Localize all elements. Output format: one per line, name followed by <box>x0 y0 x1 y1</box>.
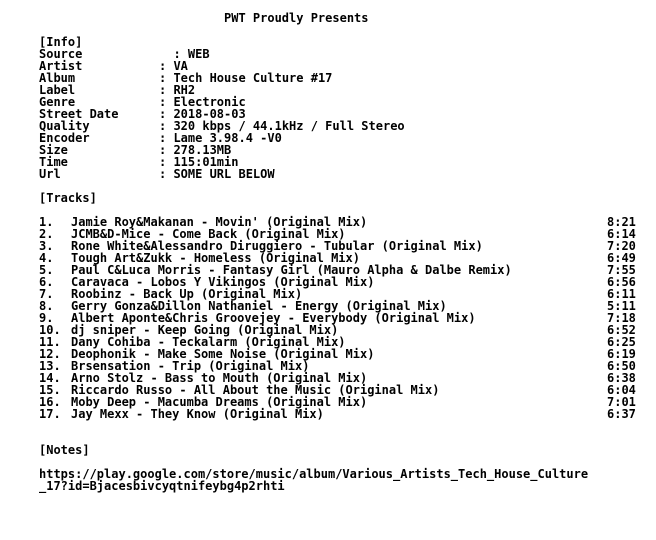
info-separator: : <box>159 119 174 133</box>
info-key: Label <box>39 83 76 97</box>
info-separator: : <box>159 167 174 181</box>
track-duration: 6:11 <box>607 287 636 301</box>
track-title: Jamie Roy&Makanan - Movin' (Original Mix) <box>71 215 368 229</box>
track-title: Arno Stolz - Bass to Mouth (Original Mix) <box>71 371 368 385</box>
track-title: Caravaca - Lobos Y Vikingos (Original Mix) <box>71 275 375 289</box>
track-duration: 7:18 <box>607 311 636 325</box>
info-key: Album <box>39 71 76 85</box>
track-title: dj sniper - Keep Going (Original Mix) <box>71 323 339 337</box>
track-title: Albert Aponte&Chris Groovejey - Everybody (Original Mix) <box>71 311 476 325</box>
track-number: 7. <box>39 287 54 301</box>
info-value: Tech House Culture #17 <box>173 71 333 85</box>
info-value: 2018-08-03 <box>173 107 246 121</box>
info-separator: : <box>159 71 174 85</box>
info-value: WEB <box>187 47 210 61</box>
info-value: VA <box>173 59 188 73</box>
info-separator: : <box>159 83 174 97</box>
track-duration: 6:52 <box>607 323 636 337</box>
track-title: Dany Cohiba - Teckalarm (Original Mix) <box>71 335 346 349</box>
track-duration: 5:11 <box>607 299 636 313</box>
track-title: Paul C&Luca Morris - Fantasy Girl (Mauro Alpha & Dalbe Remix) <box>71 263 512 277</box>
info-key: Street Date <box>39 107 119 121</box>
track-title: Rone White&Alessandro Diruggiero - Tubular (Original Mix) <box>71 239 483 253</box>
track-duration: 6:56 <box>607 275 636 289</box>
track-duration: 8:21 <box>607 215 636 229</box>
info-separator: : <box>159 95 174 109</box>
track-number: 2. <box>39 227 54 241</box>
track-title: Tough Art&Zukk - Homeless (Original Mix) <box>71 251 360 265</box>
track-number: 4. <box>39 251 54 265</box>
notes-line: _17?id=Bjacesbivcyqtnifeybg4p2rhti <box>39 479 285 493</box>
info-key: Url <box>39 167 61 181</box>
track-title: Riccardo Russo - All About the Music (Original Mix) <box>71 383 440 397</box>
info-separator: : <box>159 131 174 145</box>
info-value: 320 kbps / 44.1kHz / Full Stereo <box>173 119 405 133</box>
release-title: PWT Proudly Presents <box>224 11 369 25</box>
track-duration: 6:04 <box>607 383 636 397</box>
track-row <box>39 408 636 420</box>
track-duration: 6:14 <box>607 227 636 241</box>
info-row <box>39 168 275 180</box>
track-duration: 6:19 <box>607 347 636 361</box>
track-title: Roobinz - Back Up (Original Mix) <box>71 287 303 301</box>
track-number: 1. <box>39 215 54 229</box>
track-number: 15. <box>39 383 61 397</box>
info-key: Size <box>39 143 68 157</box>
info-key: Time <box>39 155 68 169</box>
info-key: Genre <box>39 95 76 109</box>
track-duration: 6:38 <box>607 371 636 385</box>
track-title: Gerry Gonza&Dillon Nathaniel - Energy (Original Mix) <box>71 299 447 313</box>
track-duration: 7:20 <box>607 239 636 253</box>
track-number: 14. <box>39 371 61 385</box>
info-value: RH2 <box>173 83 196 97</box>
track-duration: 6:49 <box>607 251 636 265</box>
track-number: 9. <box>39 311 54 325</box>
track-number: 3. <box>39 239 54 253</box>
track-duration: 7:55 <box>607 263 636 277</box>
track-duration: 7:01 <box>607 395 636 409</box>
info-key: Artist <box>39 59 83 73</box>
tracks-section-header: [Tracks] <box>39 191 97 205</box>
track-number: 11. <box>39 335 61 349</box>
info-key: Source <box>39 47 83 61</box>
notes-line: https://play.google.com/store/music/album/Various_Artists_Tech_House_Culture <box>39 467 589 481</box>
track-number: 8. <box>39 299 54 313</box>
track-title: Jay Mexx - They Know (Original Mix) <box>71 407 324 421</box>
track-number: 10. <box>39 323 61 337</box>
track-number: 13. <box>39 359 61 373</box>
info-separator: : <box>159 143 174 157</box>
notes-section-header: [Notes] <box>39 443 90 457</box>
track-duration: 6:50 <box>607 359 636 373</box>
info-key: Quality <box>39 119 90 133</box>
track-number: 12. <box>39 347 61 361</box>
track-duration: 6:25 <box>607 335 636 349</box>
info-value: SOME URL BELOW <box>173 167 275 181</box>
info-value: 278.13MB <box>173 143 232 157</box>
info-separator: : <box>159 107 174 121</box>
track-title: JCMB&D-Mice - Come Back (Original Mix) <box>71 227 346 241</box>
track-number: 16. <box>39 395 61 409</box>
track-title: Moby Deep - Macumba Dreams (Original Mix) <box>71 395 368 409</box>
info-separator: : <box>159 59 174 73</box>
track-number: 6. <box>39 275 54 289</box>
track-title: Deophonik - Make Some Noise (Original Mix) <box>71 347 375 361</box>
track-number: 5. <box>39 263 54 277</box>
info-separator: : <box>159 155 174 169</box>
track-title: Brsensation - Trip (Original Mix) <box>71 359 310 373</box>
info-separator: : <box>159 47 188 61</box>
track-number: 17. <box>39 407 61 421</box>
track-duration: 6:37 <box>607 407 636 421</box>
info-key: Encoder <box>39 131 90 145</box>
info-section-header: [Info] <box>39 35 83 49</box>
info-value: 115:01min <box>173 155 239 169</box>
info-value: Electronic <box>173 95 246 109</box>
info-value: Lame 3.98.4 -V0 <box>173 131 282 145</box>
